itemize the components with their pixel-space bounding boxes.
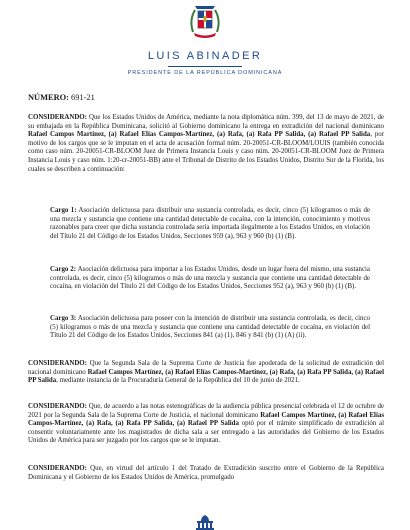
- considerando-3: [28, 403, 384, 446]
- paragraph-text: Que la Segunda Sala de la Suprema Corte de Justicia fue apoderada de la solicitud de extradición del nacional dominicano: [28, 360, 384, 376]
- defendant-name: Rafael Campos Martínez, (a) Rafael Elías Campos-Martínez, (a) Rafa, (a) Rafa PP Salida, (a) Rafael PP Salida: [28, 368, 384, 385]
- defendant-name: Rafael Campos Martínez, (a) Rafael Elías Campos-Martínez, (a) Rafa, (a) Rafa PP Salida, (a) Rafael PP Salida: [28, 411, 385, 428]
- considerando-2: [28, 360, 384, 386]
- considerando-1: [28, 114, 384, 174]
- paragraph-text: Que, en virtud del artículo 1 del Tratado de Extradición suscrito entre el Gobierno de la República Dominicana y el Gobierno de los Estados Unidos de América, promulgado: [28, 465, 384, 481]
- defendant-name: Rafael Campos Martínez, (a) Rafael Elías Campos-Martínez, (a) Rafa, (a) Rafa PP Salida, (a) Rafael PP Salida: [28, 131, 371, 139]
- president-name: LUIS ABINADER: [147, 50, 263, 62]
- president-title: PRESIDENTE DE LA REPÚBLICA DOMINICANA: [127, 70, 283, 76]
- number-label: NÚMERO:: [28, 93, 69, 102]
- paragraph-text: Que, de acuerdo a las notas estenográficas de la audiencia pública presencial celebrada el 12 de octubre de 2021 por la Segunda Sala de la Suprema Corte de Justicia, el nacional dominicano: [28, 403, 384, 419]
- letterhead: [0, 0, 410, 82]
- paragraph-text: , mediante instancia de la Procuraduría General de la República del 10 de junio de 2021.: [56, 377, 300, 385]
- cargo-text: Asociación delictuosa para poseer con la intención de distribuir una sustancia controlada, es decir, cinco (5) kilogramos o más de una mezcla y sustancia que contiene una cantidad detectable de cocaína, en violación del Título 21 del Código de los Estados Unidos, Secciones 841 (a) (1), 846 y 841 (b) (1) (A) (ii).: [50, 315, 370, 340]
- cargo-1: [50, 207, 370, 241]
- cargo-text: Asociación delictuosa para distribuir una sustancia controlada, es decir, cinco (5) kilogramos o más de una mezcla y sustancia que contiene una cantidad detectable de cocaína, con la intención, conocimiento y motivos razonables para creer que dicha sustancia controlada sería importada ilegalmente a los Estados Unidos, en violación del Título 21 del Código de los Estados Unidos, Secciones 959 (a), 963 y 960 (b) (1) (B).: [50, 207, 370, 240]
- palace-emblem-icon: [195, 514, 215, 530]
- header-rule: [168, 66, 242, 67]
- considerando-label: CONSIDERANDO:: [28, 360, 87, 367]
- cargo-label: Cargo 3:: [50, 315, 77, 322]
- paragraph-text: Que los Estados Unidos de América, mediante la nota diplomática núm. 399, del 13 de mayo de 2021, de su embajada en la República Dominicana, solicitó al Gobierno dominicano la entrega en extradición del nacional dominicano: [28, 114, 384, 130]
- considerando-label: CONSIDERANDO:: [28, 114, 87, 121]
- document-number: [28, 93, 95, 102]
- cargo-label: Cargo 2:: [50, 266, 77, 273]
- considerando-label: CONSIDERANDO:: [28, 403, 87, 410]
- cargo-3: [50, 315, 370, 341]
- number-value: 691-21: [71, 93, 95, 102]
- considerando-4: [28, 465, 384, 482]
- coat-of-arms-icon: [187, 2, 223, 42]
- paragraph-text: , por motivo de los cargos que se le imputan en el acta de acusación formal núm. 20-20051-CR-BLOOM/LOUIS (también conocida como caso núm. 20-20051-CR-BLOOM Juez de Primera Instancia Louis y caso núm. 20-20051-CR-BLOOM Juez de Primera Instancia Louis y caso núm. 1:20-cr-20051-BB) ante el Tribunal de Distrito de los Estados Unidos, Distrito Sur de la Florida, los cuales se describen a continuación:: [28, 131, 384, 173]
- paragraph-text: optó por el trámite simplificado de extradición al consentir voluntariamente ante los magistrados de dicha sala a ser entregado a las autoridades del Gobierno de los Estados Unidos de América para ser juzgado por los cargos que se le imputan.: [28, 420, 384, 445]
- cargo-text: Asociación delictuosa para importar a los Estados Unidos, desde un lugar fuera del mismo, una sustancia controlada, es decir, cinco (5) kilogramos o más de una mezcla y sustancia que contiene una cantidad detectable de cocaína, en violación del Título 21 del Código de los Estados Unidos, Secciones 952 (a), 963 y 960 (b) (1) (B).: [50, 266, 370, 291]
- cargo-2: [50, 266, 370, 292]
- considerando-label: CONSIDERANDO:: [28, 465, 87, 472]
- cargo-label: Cargo 1:: [50, 207, 77, 214]
